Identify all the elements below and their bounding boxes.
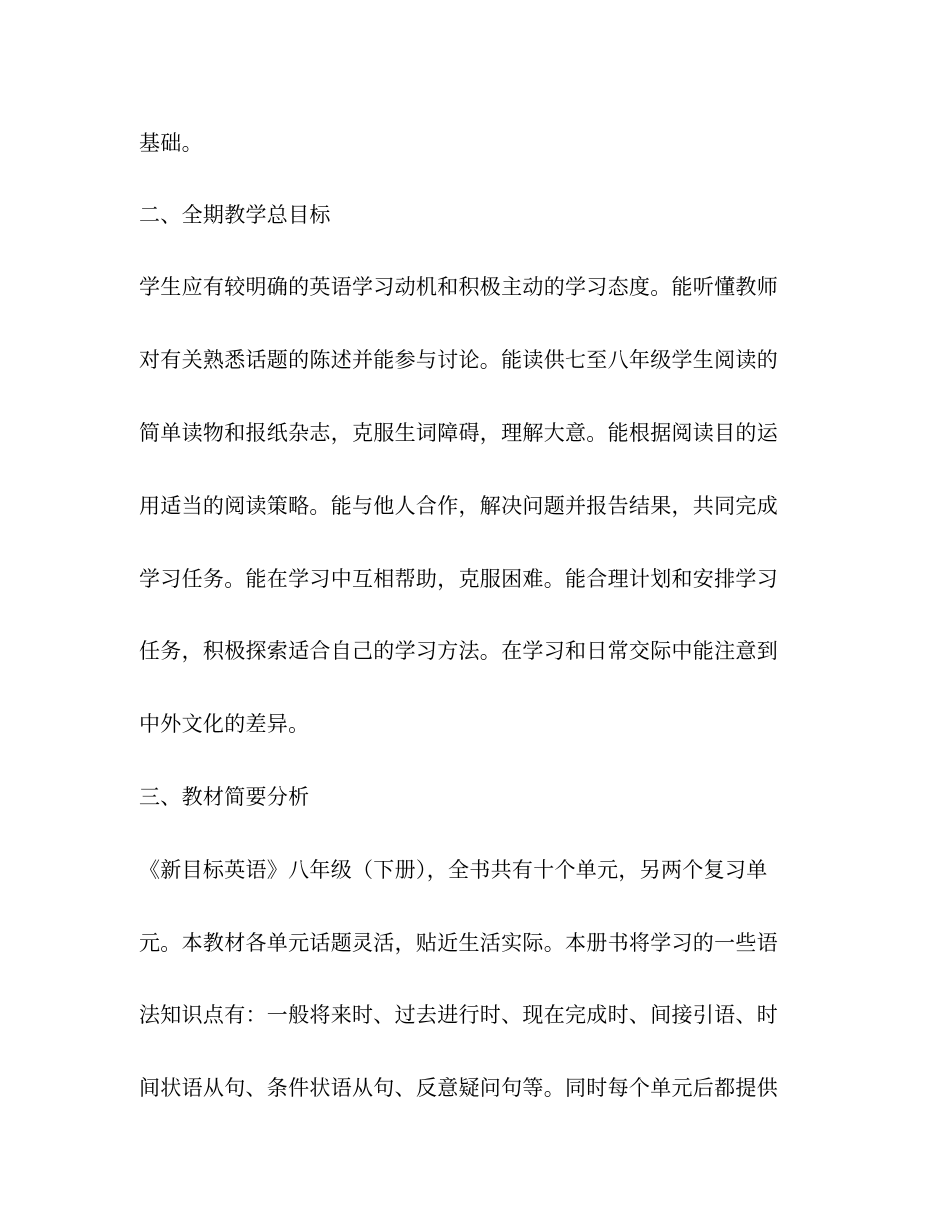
text-line: 用适当的阅读策略。能与他人合作，解决问题并报告结果，共同完成 [139, 494, 778, 518]
section-heading: 二、全期教学总目标 [139, 203, 331, 227]
text-line: 基础。 [139, 131, 203, 155]
text-line: 法知识点有：一般将来时、过去进行时、现在完成时、间接引语、时 [139, 1003, 778, 1027]
text-line: 学生应有较明确的英语学习动机和积极主动的学习态度。能听懂教师 [139, 275, 778, 299]
text-line: 中外文化的差异。 [139, 712, 310, 736]
text-line: 简单读物和报纸杂志，克服生词障碍，理解大意。能根据阅读目的运 [139, 421, 778, 445]
text-line: 任务，积极探索适合自己的学习方法。在学习和日常交际中能注意到 [139, 639, 778, 663]
text-line: 对有关熟悉话题的陈述并能参与讨论。能读供七至八年级学生阅读的 [139, 348, 778, 372]
text-line: 元。本教材各单元话题灵活，贴近生活实际。本册书将学习的一些语 [139, 931, 778, 955]
text-line: 学习任务。能在学习中互相帮助，克服困难。能合理计划和安排学习 [139, 567, 778, 591]
text-line: 间状语从句、条件状语从句、反意疑问句等。同时每个单元后都提供 [139, 1076, 778, 1100]
section-heading: 三、教材简要分析 [139, 785, 310, 809]
text-line: 《新目标英语》八年级（下册），全书共有十个单元，另两个复习单 [139, 858, 768, 882]
